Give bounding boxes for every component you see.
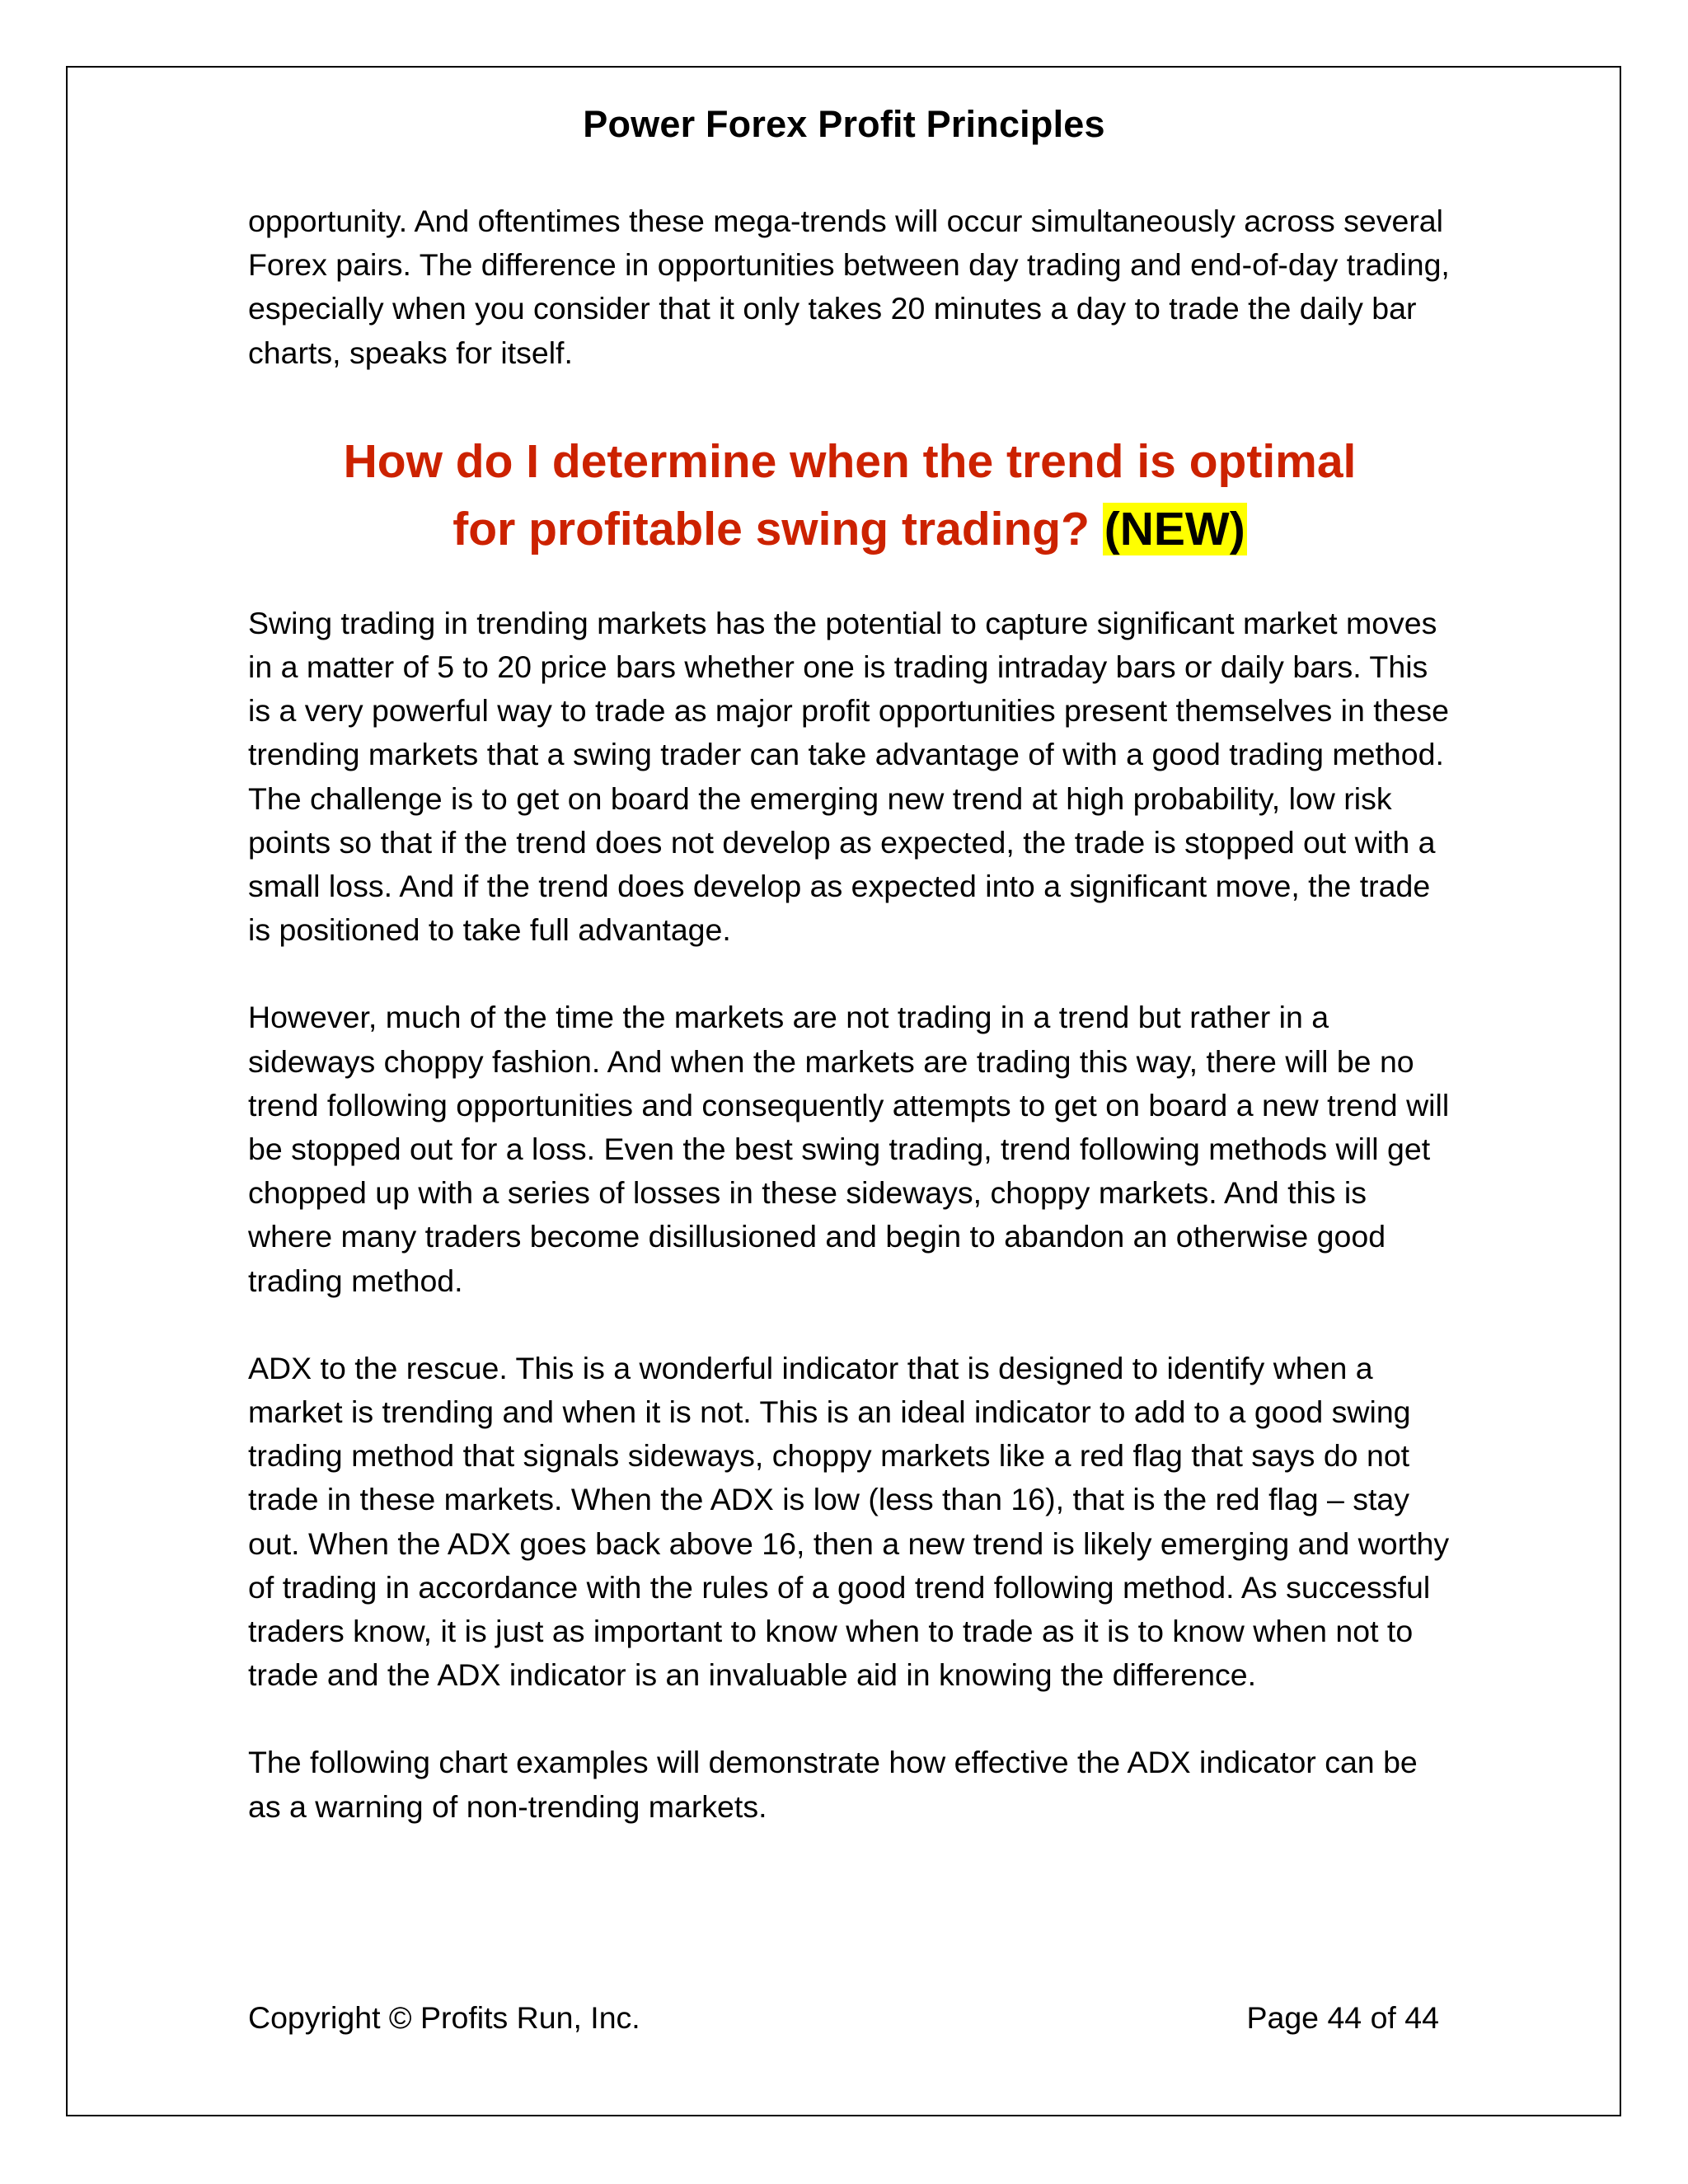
- body-paragraph-adx-rescue: ADX to the rescue. This is a wonderful indicator that is designed to identify when a market is trending and when it is not. This is an ideal indicator to add to a good swing trading method that signals sideways, choppy markets like a red flag that says do not trade in these markets. When the ADX is low (less than 16), that is the red flag – stay out. When the ADX goes back above 16, then a new trend is likely emerging and worthy of trading in accordance with the rules of a good trend following method. As successful traders know, it is just as important to know when to trade as it is to know when not to trade and the ADX indicator is an invaluable aid in knowing the difference.: [248, 1350, 1450, 1693]
- body-paragraph-chart-examples: The following chart examples will demonstrate how effective the ADX indicator can be as a warning of non-trending markets.: [248, 1745, 1418, 1824]
- footer-page-number: Page 44 of 44: [1246, 2000, 1439, 2035]
- section-heading-line-2-text: for profitable swing trading?: [452, 502, 1103, 555]
- footer-copyright: Copyright © Profits Run, Inc.: [248, 2000, 640, 2035]
- page-header-title: Power Forex Profit Principles: [583, 103, 1105, 145]
- section-heading: [248, 428, 1451, 563]
- intro-paragraph: opportunity. And oftentimes these mega-trends will occur simultaneously across several Forex pairs. The difference in opportunities between day trading and end-of-day trading, especially when you consider that it only takes 20 minutes a day to trade the daily bar charts, speaks for itself.: [248, 204, 1450, 370]
- body-paragraph-swing-trading: Swing trading in trending markets has the potential to capture significant market moves in a matter of 5 to 20 price bars whether one is trading intraday bars or daily bars. This is a very powerful way to trade as major profit opportunities present themselves in these trending markets that a swing trader can take advantage of with a good trading method. The challenge is to get on board the emerging new trend at high probability, low risk points so that if the trend does not develop as expected, the trade is stopped out with a small loss. And if the trend does develop as expected into a significant move, the trade is positioned to take full advantage.: [248, 605, 1449, 948]
- section-heading-line-2: [248, 495, 1451, 563]
- new-badge: (NEW): [1104, 502, 1245, 555]
- section-heading-line-1: How do I determine when the trend is optimal: [343, 434, 1357, 488]
- body-paragraph-sideways-markets: However, much of the time the markets are not trading in a trend but rather in a sideways choppy fashion. And when the markets are trading this way, there will be no trend following opportunities and consequently attempts to get on board a new trend will be stopped out for a loss. Even the best swing trading, trend following methods will get chopped up with a series of losses in these sideways, choppy markets. And this is where many traders become disillusioned and begin to abandon an otherwise good trading method.: [248, 1000, 1450, 1298]
- page-content: [248, 199, 1451, 1829]
